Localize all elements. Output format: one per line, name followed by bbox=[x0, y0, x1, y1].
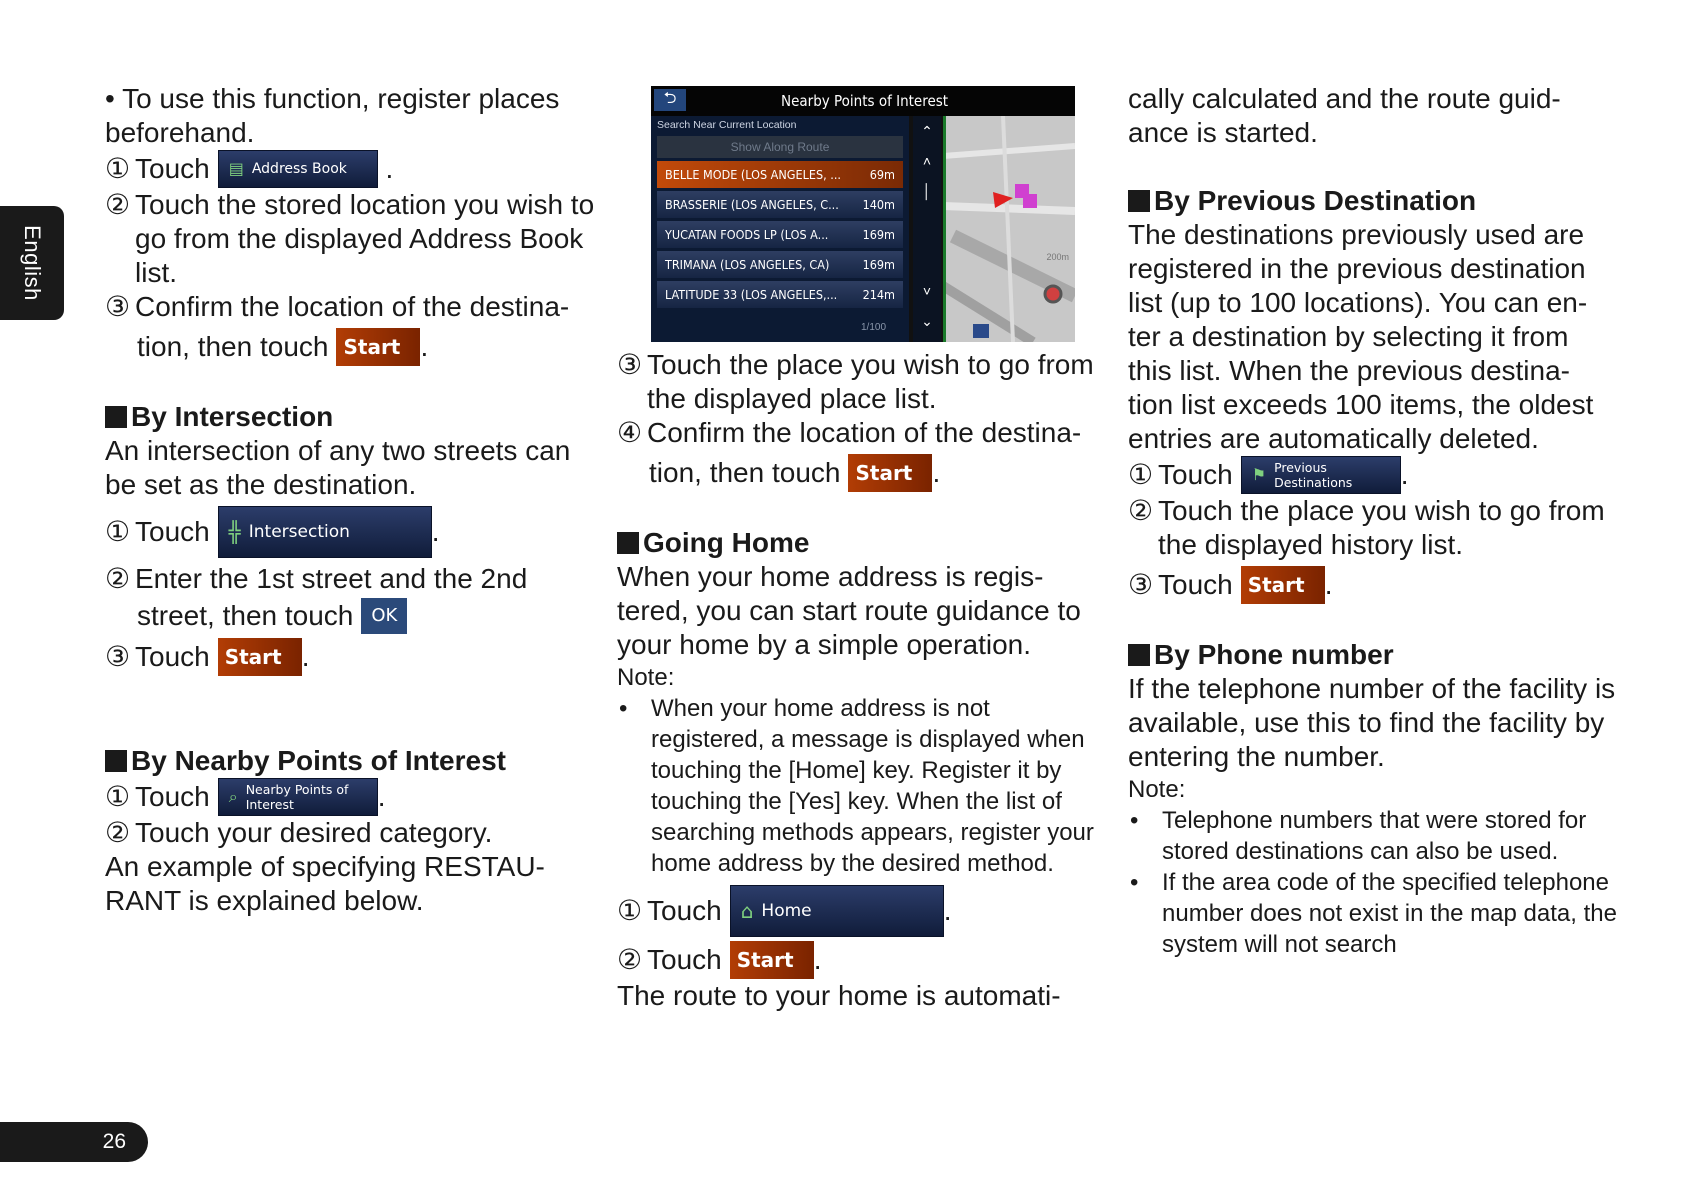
step-number: ② bbox=[105, 189, 131, 220]
step-text: Confirm the location of the destina- bbox=[135, 291, 570, 322]
intersection-button[interactable] bbox=[218, 506, 432, 558]
map-scale: 200m bbox=[1046, 252, 1069, 262]
compass-icon bbox=[1045, 286, 1061, 302]
list-scrollbar[interactable] bbox=[913, 116, 941, 342]
going-home-tail: The route to your home is automati- bbox=[617, 980, 1061, 1011]
step-number: ③ bbox=[1128, 569, 1154, 600]
address-step-3-cont: tion, then touch Start . bbox=[105, 328, 595, 366]
start-button[interactable]: Start bbox=[1241, 566, 1325, 604]
note-bullet bbox=[617, 693, 1107, 879]
heading-text: By Phone number bbox=[1154, 639, 1394, 670]
continued-text: cally calculated and the route guid- ance is started. bbox=[1128, 83, 1561, 148]
intersection-button-label: Intersection bbox=[248, 522, 350, 542]
home-button-label: Home bbox=[761, 901, 812, 921]
poi-step-1: ① Touch ⌕ Nearby Points of Interest . bbox=[105, 778, 595, 816]
step-text: tion, then touch bbox=[137, 331, 329, 362]
intersection-step-1: ① Touch ╬ Intersection . bbox=[105, 506, 595, 558]
column-1 bbox=[105, 82, 595, 918]
previous-step-1: ① Touch ⚑ Previous Destinations . bbox=[1128, 456, 1618, 494]
list-item[interactable] bbox=[657, 221, 903, 248]
step-number: ② bbox=[105, 563, 131, 594]
heading-bullet bbox=[1128, 190, 1150, 212]
list-item[interactable] bbox=[657, 281, 903, 308]
previous-button-line-2: Destinations bbox=[1274, 475, 1353, 490]
note-bullet bbox=[1128, 867, 1618, 960]
step-text: Touch the place you wish to go from the displayed history list. bbox=[1158, 495, 1605, 560]
step-number: ③ bbox=[105, 641, 131, 672]
home-step-2: ② Touch Start . bbox=[617, 941, 1107, 979]
start-button[interactable]: Start bbox=[218, 638, 302, 676]
poi-list bbox=[651, 116, 909, 342]
previous-destinations-button[interactable] bbox=[1241, 456, 1401, 494]
section-heading-poi bbox=[105, 744, 595, 778]
step-text: Touch your desired category. bbox=[135, 817, 493, 848]
heading-bullet bbox=[105, 750, 127, 772]
step-text: Touch the stored location you wish to go from the displayed Address Book list. bbox=[135, 189, 595, 288]
heading-bullet bbox=[1128, 644, 1150, 666]
note-bullet-text: When your home address is not registered, a message is displayed when touching the [Home] key. Register it by touching the [Yes] key. When the list of searching methods appears, register your home address by the desired method. bbox=[651, 695, 1094, 877]
place-step-4-cont: tion, then touch Start . bbox=[617, 454, 1107, 492]
place-step-4 bbox=[617, 416, 1107, 450]
section-heading-intersection bbox=[105, 400, 595, 434]
step-text: street, then touch bbox=[137, 600, 354, 631]
step-number: ① bbox=[105, 781, 131, 812]
section-heading-going-home bbox=[617, 526, 1107, 560]
map-preview[interactable] bbox=[943, 116, 1075, 342]
heading-text: By Previous Destination bbox=[1154, 185, 1477, 216]
previous-button-label bbox=[1274, 460, 1352, 490]
poi-marker-icon bbox=[1023, 194, 1037, 208]
list-item[interactable] bbox=[657, 251, 903, 278]
map-graphic bbox=[943, 116, 1075, 342]
step-text: Touch bbox=[1158, 569, 1233, 600]
intersection-step-2-cont bbox=[105, 598, 595, 634]
intersection-icon: ╬ bbox=[228, 520, 241, 544]
step-text: Touch bbox=[647, 944, 722, 975]
language-tab-label: English bbox=[20, 225, 45, 301]
heading-bullet bbox=[617, 532, 639, 554]
previous-destinations-icon: ⚑ bbox=[1251, 465, 1267, 484]
list-subtitle: Search Near Current Location bbox=[657, 119, 797, 131]
step-text: Touch bbox=[135, 641, 210, 672]
step-text: Enter the 1st street and the 2nd bbox=[135, 563, 528, 594]
poi-screenshot bbox=[651, 86, 1075, 342]
column-3 bbox=[1128, 82, 1618, 960]
list-item-distance: 169m bbox=[862, 257, 895, 272]
list-item[interactable] bbox=[657, 161, 903, 188]
address-book-button-label: Address Book bbox=[251, 161, 347, 177]
intersection-step-3: ③ Touch Start . bbox=[105, 638, 595, 676]
intersection-body: An intersection of any two streets can be set as the destination. bbox=[105, 435, 571, 500]
ok-button[interactable]: OK bbox=[361, 598, 407, 634]
address-book-icon: ▤ bbox=[228, 159, 244, 178]
poi-button-line-1: Nearby Points of bbox=[245, 782, 349, 797]
column-2 bbox=[617, 86, 1107, 1013]
language-tab bbox=[0, 206, 64, 320]
map-view-icon bbox=[973, 324, 989, 338]
bullet-dot: • bbox=[1130, 807, 1139, 834]
step-number: ② bbox=[105, 817, 131, 848]
step-number: ② bbox=[1128, 495, 1154, 526]
phone-body: If the telephone number of the facility is available, use this to find the facility by entering the number. bbox=[1128, 673, 1616, 772]
step-number: ② bbox=[617, 944, 643, 975]
list-counter: 1/100 bbox=[861, 322, 887, 333]
step-number: ③ bbox=[617, 349, 643, 380]
step-text: Touch bbox=[647, 895, 722, 926]
heading-text: By Intersection bbox=[131, 401, 334, 432]
show-along-route-button[interactable]: Show Along Route bbox=[657, 136, 903, 158]
poi-search-icon: ⌕ bbox=[228, 787, 238, 806]
list-item-distance: 140m bbox=[862, 197, 895, 212]
start-button[interactable]: Start bbox=[730, 941, 814, 979]
scroll-position-icon: │ bbox=[922, 183, 932, 199]
note-bullet-text: If the area code of the specified telephone number does not exist in the map data, the system will not search bbox=[1162, 869, 1617, 958]
page-number bbox=[0, 1122, 148, 1162]
list-item[interactable] bbox=[657, 191, 903, 218]
step-number: ① bbox=[1128, 459, 1154, 490]
poi-button-label bbox=[246, 782, 349, 812]
place-step-3 bbox=[617, 348, 1107, 416]
note-label: Note: bbox=[617, 664, 675, 691]
list-item-distance: 69m bbox=[869, 167, 895, 182]
poi-example: An example of specifying RESTAU- RANT is explained below. bbox=[105, 851, 545, 916]
previous-body: The destinations previously used are registered in the previous destination list (up to 100 locations). You can en- ter a destination by selecting it from this list. When the previous destina- tion list exceeds 100 items, the oldest entries are automatically deleted. bbox=[1128, 219, 1594, 454]
list-item-distance: 169m bbox=[862, 227, 895, 242]
going-home-body: When your home address is regis- tered, you can start route guidance to your home by a simple operation. bbox=[617, 561, 1081, 660]
step-number: ④ bbox=[617, 417, 643, 448]
nearby-poi-button[interactable] bbox=[218, 778, 378, 816]
scroll-down-icon[interactable]: ˅ bbox=[922, 283, 932, 299]
scroll-up-icon[interactable]: ˄ bbox=[922, 153, 932, 169]
page-down-icon[interactable]: ⌄ bbox=[921, 313, 933, 329]
address-step-2 bbox=[105, 188, 595, 290]
note-bullet-text: Telephone numbers that were stored for stored destinations can also be used. bbox=[1162, 807, 1587, 865]
poi-button-line-2: Interest bbox=[245, 797, 294, 812]
home-button[interactable] bbox=[730, 885, 944, 937]
address-step-3 bbox=[105, 290, 595, 324]
home-step-1: ① Touch ⌂ Home . bbox=[617, 885, 1107, 937]
start-button[interactable]: Start bbox=[336, 328, 420, 366]
screenshot-title: Nearby Points of Interest bbox=[781, 92, 949, 110]
step-number: ① bbox=[617, 895, 643, 926]
heading-text: By Nearby Points of Interest bbox=[131, 745, 506, 776]
list-item-name: TRIMANA (LOS ANGELES, CA) bbox=[665, 257, 830, 272]
list-item-distance: 214m bbox=[862, 287, 895, 302]
step-text: Touch bbox=[135, 516, 210, 547]
home-icon: ⌂ bbox=[740, 899, 754, 923]
list-item-name: BELLE MODE (LOS ANGELES, ... bbox=[665, 167, 841, 182]
start-button[interactable]: Start bbox=[848, 454, 932, 492]
step-text: tion, then touch bbox=[649, 457, 841, 488]
intro-bullet: • To use this function, register places beforehand. bbox=[105, 83, 560, 148]
page-up-icon[interactable]: ⌃ bbox=[921, 123, 933, 139]
section-heading-phone bbox=[1128, 638, 1618, 672]
step-number: ① bbox=[105, 153, 131, 184]
poi-step-2 bbox=[105, 816, 595, 850]
section-heading-previous bbox=[1128, 184, 1618, 218]
address-book-button[interactable] bbox=[218, 150, 378, 188]
step-text: Touch the place you wish to go from the displayed place list. bbox=[647, 349, 1094, 414]
step-text: Touch bbox=[135, 781, 210, 812]
note-bullet bbox=[1128, 805, 1618, 867]
intersection-step-2 bbox=[105, 562, 595, 596]
step-text: Confirm the location of the destina- bbox=[647, 417, 1082, 448]
heading-text: Going Home bbox=[643, 527, 810, 558]
page-number-text: 26 bbox=[102, 1130, 126, 1153]
bullet-dot: • bbox=[619, 695, 628, 722]
previous-step-2 bbox=[1128, 494, 1618, 562]
back-button[interactable]: ⮌ bbox=[654, 89, 686, 111]
bullet-dot: • bbox=[1130, 869, 1139, 896]
list-item-name: BRASSERIE (LOS ANGELES, C... bbox=[665, 197, 839, 212]
step-number: ① bbox=[105, 516, 131, 547]
note-label: Note: bbox=[1128, 776, 1186, 803]
list-item-name: YUCATAN FOODS LP (LOS A... bbox=[665, 227, 829, 242]
address-step-1: ① Touch ▤ Address Book . bbox=[105, 150, 595, 188]
heading-bullet bbox=[105, 406, 127, 428]
previous-button-line-1: Previous bbox=[1274, 460, 1327, 475]
list-item-name: LATITUDE 33 (LOS ANGELES,... bbox=[665, 287, 838, 302]
step-number: ③ bbox=[105, 291, 131, 322]
step-text: Touch bbox=[135, 153, 210, 184]
step-text: Touch bbox=[1158, 459, 1233, 490]
previous-step-3: ③ Touch Start . bbox=[1128, 566, 1618, 604]
